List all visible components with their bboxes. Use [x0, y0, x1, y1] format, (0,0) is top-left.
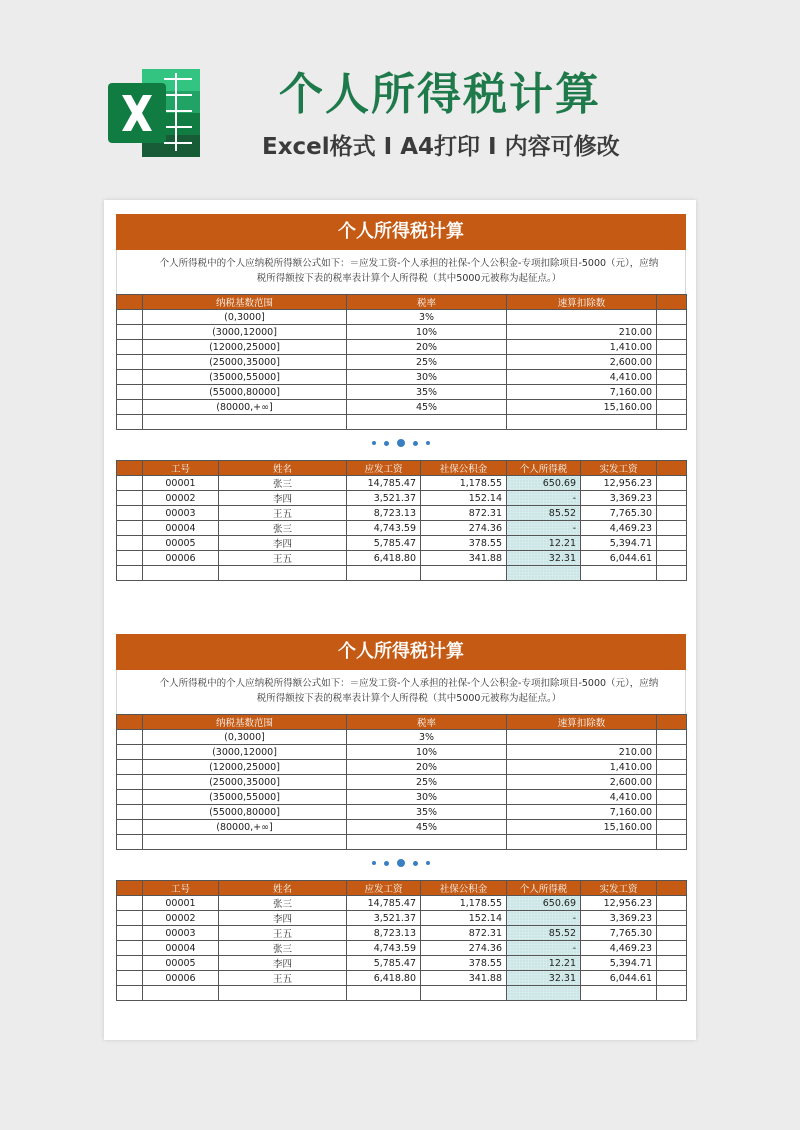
table-cell[interactable]: -	[507, 491, 581, 506]
table-cell[interactable]: 30%	[347, 790, 507, 805]
dot-icon	[426, 861, 430, 865]
table-cell[interactable]: 152.14	[421, 491, 507, 506]
table-cell[interactable]: 1,178.55	[421, 476, 507, 491]
table-cell[interactable]: 650.69	[507, 896, 581, 911]
table-cell[interactable]: 7,765.30	[581, 926, 657, 941]
table-cell[interactable]: 张三	[219, 521, 347, 536]
table-cell[interactable]: 1,410.00	[507, 340, 657, 355]
col-header[interactable]: 应发工资	[347, 881, 421, 896]
table-cell[interactable]: (0,3000]	[143, 310, 347, 325]
table-cell[interactable]: 378.55	[421, 956, 507, 971]
block-title-bar: 个人所得税计算	[116, 634, 686, 670]
table-cell[interactable]: 872.31	[421, 926, 507, 941]
table-cell[interactable]: 14,785.47	[347, 476, 421, 491]
dot-icon	[372, 861, 376, 865]
table-cell[interactable]: 2,600.00	[507, 355, 657, 370]
table-cell[interactable]: 王五	[219, 926, 347, 941]
col-header[interactable]: 纳税基数范围	[143, 715, 347, 730]
table-cell[interactable]: 341.88	[421, 551, 507, 566]
table-cell[interactable]: 12.21	[507, 956, 581, 971]
table-cell[interactable]: 6,418.80	[347, 551, 421, 566]
table-cell[interactable]: (35000,55000]	[143, 790, 347, 805]
table-cell[interactable]: 85.52	[507, 506, 581, 521]
table-cell[interactable]: -	[507, 911, 581, 926]
table-cell[interactable]: 872.31	[421, 506, 507, 521]
table-cell[interactable]: (12000,25000]	[143, 760, 347, 775]
table-row	[117, 956, 687, 971]
table-cell[interactable]: (35000,55000]	[143, 370, 347, 385]
table-row	[117, 760, 687, 775]
excel-logo-icon	[104, 65, 204, 161]
table-cell[interactable]: 85.52	[507, 926, 581, 941]
col-header[interactable]: 纳税基数范围	[143, 295, 347, 310]
table-cell[interactable]: 00005	[143, 956, 219, 971]
table-row	[117, 340, 687, 355]
table-cell[interactable]: 1,178.55	[421, 896, 507, 911]
dot-icon	[413, 861, 418, 866]
table-cell[interactable]: 00003	[143, 926, 219, 941]
table-cell[interactable]: (3000,12000]	[143, 745, 347, 760]
table-cell[interactable]: 210.00	[507, 325, 657, 340]
table-cell[interactable]: (3000,12000]	[143, 325, 347, 340]
table-cell[interactable]: 00005	[143, 536, 219, 551]
col-header[interactable]: 社保公积金	[421, 461, 507, 476]
table-cell[interactable]: 10%	[347, 745, 507, 760]
tax-rate-header-row	[117, 715, 687, 730]
spreadsheet-sheet	[104, 200, 696, 1040]
table-cell[interactable]: 12,956.23	[581, 476, 657, 491]
table-cell[interactable]: 王五	[219, 506, 347, 521]
table-cell[interactable]: 张三	[219, 476, 347, 491]
table-cell[interactable]: 李四	[219, 956, 347, 971]
table-row	[117, 521, 687, 536]
table-cell[interactable]: 3%	[347, 310, 507, 325]
table-cell[interactable]: 378.55	[421, 536, 507, 551]
table-cell[interactable]: 3,521.37	[347, 491, 421, 506]
table-cell[interactable]: 4,410.00	[507, 370, 657, 385]
col-header[interactable]: 姓名	[219, 461, 347, 476]
table-row	[117, 506, 687, 521]
col-header[interactable]: 应发工资	[347, 461, 421, 476]
table-cell[interactable]: 45%	[347, 820, 507, 835]
table-cell[interactable]: 2,600.00	[507, 775, 657, 790]
table-cell[interactable]: 00001	[143, 896, 219, 911]
table-cell[interactable]: 3,369.23	[581, 491, 657, 506]
table-row	[117, 820, 687, 835]
table-cell[interactable]: 10%	[347, 325, 507, 340]
table-cell[interactable]: 5,394.71	[581, 956, 657, 971]
table-cell[interactable]: 张三	[219, 941, 347, 956]
table-cell[interactable]: 4,743.59	[347, 941, 421, 956]
dot-icon	[384, 441, 389, 446]
table-cell[interactable]: 王五	[219, 551, 347, 566]
table-cell[interactable]: 152.14	[421, 911, 507, 926]
block-title-bar: 个人所得税计算	[116, 214, 686, 250]
page-subtitle: Excel格式 I A4打印 I 内容可修改	[262, 134, 620, 160]
table-row	[117, 385, 687, 400]
table-row	[117, 551, 687, 566]
table-cell[interactable]: -	[507, 941, 581, 956]
table-cell[interactable]: 4,469.23	[581, 521, 657, 536]
col-header[interactable]: 工号	[143, 881, 219, 896]
col-header[interactable]: 实发工资	[581, 461, 657, 476]
table-cell[interactable]: 00001	[143, 476, 219, 491]
table-cell[interactable]: 650.69	[507, 476, 581, 491]
table-row	[117, 971, 687, 986]
table-cell[interactable]: 15,160.00	[507, 820, 657, 835]
table-cell[interactable]: 7,160.00	[507, 805, 657, 820]
dot-icon	[426, 441, 430, 445]
table-cell[interactable]: 30%	[347, 370, 507, 385]
table-row	[117, 805, 687, 820]
table-cell[interactable]: 6,044.61	[581, 551, 657, 566]
table-cell[interactable]: 李四	[219, 911, 347, 926]
table-cell[interactable]: 5,394.71	[581, 536, 657, 551]
table-cell[interactable]: 35%	[347, 385, 507, 400]
tax-rate-header-row	[117, 295, 687, 310]
table-cell[interactable]: 李四	[219, 536, 347, 551]
dots-divider	[116, 430, 686, 460]
formula-note: 个人所得税中的个人应纳税所得额公式如下：＝应发工资-个人承担的社保-个人公积金-专项扣除项目-5000（元），应纳税所得额按下表的税率表计算个人所得税（其中5000元被称为起征点。）	[116, 670, 686, 714]
page-header	[0, 0, 800, 190]
table-row	[117, 835, 687, 850]
table-cell[interactable]: -	[507, 521, 581, 536]
table-cell[interactable]: (25000,35000]	[143, 355, 347, 370]
table-cell[interactable]: 6,044.61	[581, 971, 657, 986]
table-cell[interactable]: 15,160.00	[507, 400, 657, 415]
table-row	[117, 911, 687, 926]
col-header[interactable]: 实发工资	[581, 881, 657, 896]
table-cell[interactable]	[507, 310, 657, 325]
table-cell[interactable]	[507, 730, 657, 745]
payroll-table	[116, 460, 687, 581]
table-cell[interactable]: 00003	[143, 506, 219, 521]
tax-rate-table	[116, 714, 687, 850]
table-row	[117, 986, 687, 1001]
table-row	[117, 566, 687, 581]
table-row	[117, 790, 687, 805]
table-cell[interactable]: 8,723.13	[347, 506, 421, 521]
table-row	[117, 476, 687, 491]
dot-icon	[413, 441, 418, 446]
table-cell[interactable]: 6,418.80	[347, 971, 421, 986]
table-row	[117, 400, 687, 415]
col-header[interactable]: 姓名	[219, 881, 347, 896]
table-cell[interactable]: 14,785.47	[347, 896, 421, 911]
table-row	[117, 415, 687, 430]
dot-icon	[372, 441, 376, 445]
table-cell[interactable]: 45%	[347, 400, 507, 415]
table-cell[interactable]: (12000,25000]	[143, 340, 347, 355]
col-header[interactable]: 个人所得税	[507, 881, 581, 896]
col-header[interactable]: 税率	[347, 715, 507, 730]
table-cell[interactable]: 5,785.47	[347, 536, 421, 551]
table-cell[interactable]: 20%	[347, 340, 507, 355]
table-cell[interactable]: 1,410.00	[507, 760, 657, 775]
col-header[interactable]: 工号	[143, 461, 219, 476]
table-cell[interactable]: 3,521.37	[347, 911, 421, 926]
col-header[interactable]: 速算扣除数	[507, 715, 657, 730]
col-header[interactable]: 速算扣除数	[507, 295, 657, 310]
payroll-header-row	[117, 461, 687, 476]
table-cell[interactable]: 00004	[143, 521, 219, 536]
table-cell[interactable]: 274.36	[421, 521, 507, 536]
dot-icon	[384, 861, 389, 866]
table-cell[interactable]: 3%	[347, 730, 507, 745]
table-cell[interactable]: 张三	[219, 896, 347, 911]
table-row	[117, 745, 687, 760]
table-cell[interactable]: 00004	[143, 941, 219, 956]
page-title: 个人所得税计算	[279, 69, 601, 120]
table-cell[interactable]: 25%	[347, 355, 507, 370]
col-header[interactable]: 个人所得税	[507, 461, 581, 476]
table-cell[interactable]: (55000,80000]	[143, 805, 347, 820]
dots-divider	[116, 850, 686, 880]
formula-note: 个人所得税中的个人应纳税所得额公式如下：＝应发工资-个人承担的社保-个人公积金-专项扣除项目-5000（元），应纳税所得额按下表的税率表计算个人所得税（其中5000元被称为起征点。）	[116, 250, 686, 294]
table-cell[interactable]: 5,785.47	[347, 956, 421, 971]
col-header[interactable]: 税率	[347, 295, 507, 310]
table-cell[interactable]: 20%	[347, 760, 507, 775]
table-cell[interactable]: 12,956.23	[581, 896, 657, 911]
table-cell[interactable]: (80000,+∞]	[143, 820, 347, 835]
table-cell[interactable]: 3,369.23	[581, 911, 657, 926]
table-cell[interactable]: (80000,+∞]	[143, 400, 347, 415]
table-cell[interactable]: 王五	[219, 971, 347, 986]
table-row	[117, 370, 687, 385]
table-cell[interactable]: 8,723.13	[347, 926, 421, 941]
table-row	[117, 730, 687, 745]
table-row	[117, 926, 687, 941]
table-cell[interactable]: (25000,35000]	[143, 775, 347, 790]
payroll-header-row	[117, 881, 687, 896]
table-cell[interactable]: (0,3000]	[143, 730, 347, 745]
table-cell[interactable]: 25%	[347, 775, 507, 790]
table-cell[interactable]: 00006	[143, 551, 219, 566]
payroll-table	[116, 880, 687, 1001]
table-cell[interactable]: 7,765.30	[581, 506, 657, 521]
table-cell[interactable]: 4,743.59	[347, 521, 421, 536]
table-cell[interactable]: 7,160.00	[507, 385, 657, 400]
table-row	[117, 355, 687, 370]
table-cell[interactable]: 李四	[219, 491, 347, 506]
table-cell[interactable]: 00002	[143, 911, 219, 926]
dot-icon	[397, 439, 405, 447]
table-cell[interactable]: 35%	[347, 805, 507, 820]
table-cell[interactable]: 274.36	[421, 941, 507, 956]
table-cell[interactable]: 00002	[143, 491, 219, 506]
table-row	[117, 536, 687, 551]
table-cell[interactable]: (55000,80000]	[143, 385, 347, 400]
table-cell[interactable]: 210.00	[507, 745, 657, 760]
table-row	[117, 491, 687, 506]
table-cell[interactable]: 32.31	[507, 971, 581, 986]
tax-rate-table	[116, 294, 687, 430]
table-cell[interactable]: 12.21	[507, 536, 581, 551]
table-cell[interactable]: 32.31	[507, 551, 581, 566]
table-cell[interactable]: 00006	[143, 971, 219, 986]
tax-block-1	[116, 214, 686, 581]
table-cell[interactable]: 341.88	[421, 971, 507, 986]
table-row	[117, 310, 687, 325]
table-row	[117, 775, 687, 790]
col-header[interactable]: 社保公积金	[421, 881, 507, 896]
table-cell[interactable]: 4,410.00	[507, 790, 657, 805]
table-row	[117, 896, 687, 911]
table-row	[117, 325, 687, 340]
tax-block-2	[116, 634, 686, 1001]
table-row	[117, 941, 687, 956]
table-cell[interactable]: 4,469.23	[581, 941, 657, 956]
dot-icon	[397, 859, 405, 867]
